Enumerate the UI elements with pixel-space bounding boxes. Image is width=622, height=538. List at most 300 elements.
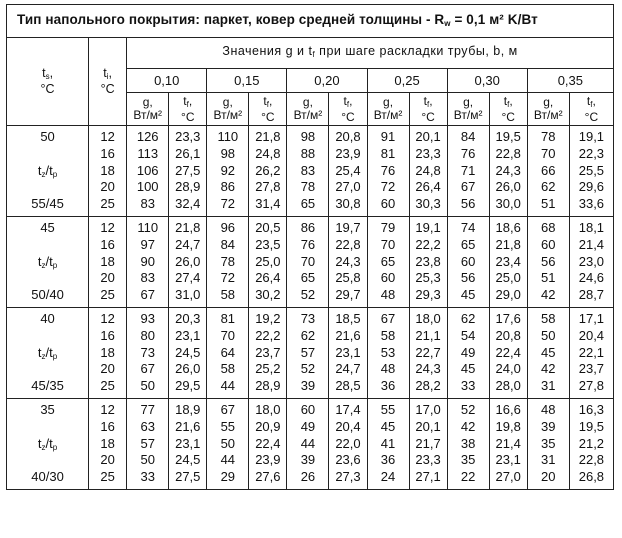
heat-flux-value: 56 (541, 253, 556, 269)
heat-flux-value: 20 (541, 469, 556, 485)
floor-temp-value: 28,5 (335, 378, 361, 394)
ratio-b: t (49, 344, 53, 360)
floor-temp-value: 21,6 (335, 327, 361, 343)
heat-flux-value: 62 (541, 179, 556, 195)
room-temp-cell (89, 126, 127, 217)
heat-flux-value: 64 (220, 344, 236, 360)
pipe-spacing-header: 0,30 (447, 69, 527, 93)
floor-temp-unit-header (169, 93, 207, 126)
room-temp-value: 18 (100, 253, 115, 269)
floor-temp-value: 28,0 (495, 378, 521, 394)
ratio-label (7, 345, 88, 362)
ratio-a: t (37, 344, 42, 360)
heat-flux-value: 22 (460, 469, 476, 485)
floor-temp-unit-header (409, 93, 447, 126)
floor-temp-value: 24,3 (335, 253, 361, 269)
heat-flux-value: 97 (140, 236, 155, 252)
ratio-b: t (49, 253, 53, 269)
g-unit: Вт/м² (213, 108, 243, 122)
floor-temp-value: 21,8 (495, 236, 521, 252)
spacer (7, 270, 88, 287)
heat-flux-unit-header (447, 93, 489, 126)
supply-temp-cell (7, 398, 89, 489)
heat-flux-value: 65 (300, 196, 316, 212)
floor-temp-value: 32,4 (175, 196, 201, 212)
heat-flux-value: 33 (140, 469, 155, 485)
heat-flux-value: 78 (300, 179, 316, 195)
temp-pair-value: 45/35 (31, 378, 64, 394)
heat-flux-value: 31 (541, 378, 556, 394)
floor-temp-value: 25,8 (335, 270, 361, 286)
heat-flux-cell (367, 398, 409, 489)
pipe-spacing-header: 0,15 (207, 69, 287, 93)
floor-temp-value: 27,1 (415, 469, 441, 485)
floor-temp-value: 17,0 (415, 401, 441, 417)
floor-temp-value: 23,1 (175, 435, 201, 451)
room-temp-cell (89, 216, 127, 307)
heat-flux-value: 50 (140, 452, 155, 468)
floor-temp-value: 23,9 (255, 452, 281, 468)
ratio-slash: / (45, 162, 50, 178)
heat-flux-value: 36 (380, 452, 396, 468)
floor-temp-value: 26,8 (578, 469, 605, 485)
floor-temp-value: 22,0 (335, 435, 361, 451)
g-unit: Вт/м² (293, 108, 323, 122)
floor-temp-value: 18,9 (175, 401, 201, 417)
floor-temp-cell (409, 398, 447, 489)
heat-flux-value: 76 (380, 162, 396, 178)
floor-temp-value: 23,3 (175, 129, 201, 144)
floor-temp-value: 24,7 (175, 236, 201, 252)
floor-temp-cell (169, 126, 207, 217)
floor-temp-cell (249, 307, 287, 398)
room-temp-value: 12 (100, 310, 115, 326)
floor-temp-value: 27,5 (175, 469, 201, 485)
heat-flux-value: 84 (220, 236, 236, 252)
tf-unit: °C (501, 109, 515, 124)
heat-flux-cell (447, 307, 489, 398)
floor-temp-value: 29,6 (578, 179, 605, 195)
heat-flux-value: 42 (460, 418, 476, 434)
heat-flux-cell (127, 126, 169, 217)
heat-flux-value: 62 (460, 310, 476, 326)
heat-flux-value: 76 (300, 236, 316, 252)
floor-temp-value: 28,7 (578, 287, 605, 303)
floor-temp-value: 16,6 (495, 401, 521, 417)
floor-temp-value: 27,8 (255, 179, 281, 195)
heat-flux-cell (127, 398, 169, 489)
floor-temp-value: 28,9 (255, 378, 281, 394)
floor-temp-cell (489, 307, 527, 398)
tf-label: t (423, 93, 427, 108)
heat-flux-cell (367, 126, 409, 217)
ratio-label (7, 254, 88, 271)
floor-temp-unit-header (329, 93, 367, 126)
heat-flux-value: 52 (300, 361, 316, 377)
heat-flux-value: 60 (460, 253, 476, 269)
heat-flux-value: 90 (140, 253, 155, 269)
heat-flux-value: 83 (140, 196, 155, 212)
heat-flux-value: 57 (140, 435, 155, 451)
heat-flux-cell (527, 307, 569, 398)
pipe-spacing-header: 0,35 (527, 69, 613, 93)
spacer (7, 328, 88, 345)
heat-flux-value: 60 (380, 196, 396, 212)
heat-flux-value: 110 (137, 219, 159, 235)
heat-flux-cell (207, 126, 249, 217)
tf-label: t (263, 93, 267, 108)
ratio-label (7, 163, 88, 180)
heat-flux-cell (367, 216, 409, 307)
floor-temp-cell (329, 216, 367, 307)
room-temp-value: 25 (100, 469, 115, 485)
heat-flux-value: 60 (300, 401, 316, 417)
floor-temp-value: 20,4 (335, 418, 361, 434)
g-label: g, (222, 95, 233, 109)
heat-flux-value: 60 (380, 270, 396, 286)
heat-flux-value: 76 (460, 145, 476, 161)
tf-label: t (586, 93, 591, 108)
floor-temp-value: 26,0 (495, 179, 521, 195)
floor-temp-cell (489, 398, 527, 489)
floor-temp-value: 22,3 (578, 145, 605, 161)
heat-flux-value: 67 (220, 401, 236, 417)
supply-temp-cell (7, 216, 89, 307)
floor-temp-value: 23,8 (415, 253, 441, 269)
heat-flux-value: 35 (460, 452, 476, 468)
floor-temp-value: 19,1 (578, 129, 605, 144)
heat-flux-value: 48 (541, 401, 556, 417)
floor-temp-cell (249, 398, 287, 489)
heat-flux-value: 41 (380, 435, 396, 451)
floor-temp-value: 23,7 (255, 344, 281, 360)
floor-temp-cell (249, 126, 287, 217)
heat-flux-value: 71 (460, 162, 476, 178)
floor-temp-value: 22,8 (578, 452, 605, 468)
floor-temp-value: 27,8 (578, 378, 605, 394)
heat-flux-value: 45 (541, 344, 556, 360)
tf-unit: °C (341, 109, 355, 124)
ratio-b-sub: p (52, 260, 58, 270)
floor-temp-value: 20,8 (335, 129, 361, 144)
tf-comma: , (268, 93, 273, 108)
floor-temp-value: 26,4 (255, 270, 281, 286)
floor-temp-value: 29,7 (335, 287, 361, 303)
ratio-a: t (37, 253, 42, 269)
floor-temp-cell (409, 126, 447, 217)
floor-temp-cell (409, 216, 447, 307)
spacer (7, 452, 88, 469)
tf-sub: f (346, 99, 350, 109)
floor-temp-value: 21,8 (255, 129, 281, 144)
floor-temp-cell (169, 307, 207, 398)
heat-flux-value: 93 (140, 310, 155, 326)
floor-temp-value: 17,6 (495, 310, 521, 326)
ratio-b: t (49, 435, 53, 451)
temperature-group-row (7, 307, 614, 398)
floor-temp-value: 24,8 (415, 162, 441, 178)
ratio-a: t (37, 435, 42, 451)
room-temp-value: 12 (100, 129, 115, 144)
tf-comma: , (509, 93, 513, 108)
tf-sub: f (186, 99, 189, 109)
floor-temp-value: 24,5 (175, 452, 201, 468)
floor-temp-value: 23,1 (335, 344, 361, 360)
tf-unit: °C (584, 109, 599, 124)
heat-flux-value: 58 (220, 361, 236, 377)
floor-temp-value: 25,2 (255, 361, 281, 377)
heat-flux-value: 96 (220, 219, 236, 235)
floor-temp-value: 23,0 (578, 253, 605, 269)
heat-flux-unit-header (527, 93, 569, 126)
heat-flux-value: 58 (380, 327, 396, 343)
tf-comma: , (188, 93, 193, 108)
floor-temp-unit-header (569, 93, 613, 126)
floor-temp-value: 23,9 (335, 145, 361, 161)
supply-temp-value: 35 (40, 401, 55, 417)
heat-flux-cell (287, 398, 329, 489)
room-temp-value: 20 (100, 179, 115, 195)
heat-flux-cell (287, 307, 329, 398)
g-label: g, (463, 95, 474, 109)
tf-sub: f (266, 99, 269, 109)
floor-temp-cell (169, 216, 207, 307)
floor-temp-value: 21,4 (495, 435, 521, 451)
heat-flux-value: 44 (300, 435, 316, 451)
floor-temp-value: 24,3 (415, 361, 441, 377)
room-temp-value: 20 (100, 270, 115, 286)
room-temp-cell (89, 307, 127, 398)
floor-temp-value: 25,0 (495, 270, 521, 286)
spacer (7, 419, 88, 436)
tf-comma: , (592, 93, 596, 108)
floor-temp-value: 28,2 (415, 378, 441, 394)
floor-temp-value: 27,5 (175, 162, 201, 178)
floor-temp-value: 31,4 (255, 196, 281, 212)
heat-flux-value: 50 (541, 327, 556, 343)
floor-temp-value: 19,5 (495, 129, 521, 144)
floor-temp-value: 22,8 (495, 145, 521, 161)
floor-temp-value: 27,4 (175, 270, 201, 286)
room-temp-value: 16 (100, 236, 115, 252)
temp-pair-value: 50/40 (31, 287, 64, 303)
tf-comma: , (429, 93, 433, 108)
floor-temp-value: 19,1 (415, 219, 441, 235)
heat-flux-value: 78 (541, 129, 556, 144)
heat-flux-value: 66 (541, 162, 556, 178)
floor-temp-value: 25,4 (335, 162, 361, 178)
heat-flux-value: 72 (220, 270, 236, 286)
room-temp-value: 25 (100, 287, 115, 303)
heat-flux-value: 51 (541, 196, 556, 212)
heat-flux-value: 24 (380, 469, 396, 485)
heat-flux-value: 67 (380, 310, 396, 326)
floor-temp-cell (569, 307, 613, 398)
heat-flux-value: 62 (300, 327, 316, 343)
floor-temp-cell (169, 398, 207, 489)
supply-temp-cell (7, 126, 89, 217)
floor-temp-value: 31,0 (175, 287, 201, 303)
heat-flux-value: 44 (220, 452, 236, 468)
room-temp-value: 18 (100, 435, 115, 451)
floor-temp-value: 25,3 (415, 270, 441, 286)
g-unit: Вт/м² (133, 108, 163, 122)
tf-unit: °C (421, 109, 435, 124)
tf-comma: , (349, 93, 353, 108)
floor-temp-value: 19,2 (255, 310, 281, 326)
temp-pair-value: 55/45 (31, 196, 64, 212)
floor-temp-value: 19,7 (335, 219, 361, 235)
heat-flux-value: 55 (220, 418, 236, 434)
heat-flux-value: 73 (140, 344, 155, 360)
heat-flux-value: 48 (380, 287, 396, 303)
floor-temp-value: 18,5 (335, 310, 361, 326)
floor-temp-value: 27,3 (335, 469, 361, 485)
heat-flux-value: 50 (140, 378, 155, 394)
floor-temp-value: 28,9 (175, 179, 201, 195)
heat-flux-cell (527, 398, 569, 489)
heat-flux-value: 72 (220, 196, 236, 212)
heat-flux-value: 52 (300, 287, 316, 303)
heat-flux-cell (127, 216, 169, 307)
floor-temp-value: 21,1 (415, 327, 441, 343)
heat-flux-value: 83 (300, 162, 316, 178)
floor-temp-value: 24,6 (578, 270, 605, 286)
heat-flux-value: 65 (300, 270, 316, 286)
heat-flux-value: 49 (460, 344, 476, 360)
heat-flux-value: 35 (541, 435, 556, 451)
floor-temp-unit-header (489, 93, 527, 126)
floor-temp-value: 21,7 (415, 435, 441, 451)
ratio-slash: / (45, 435, 50, 451)
floor-temp-value: 22,2 (415, 236, 441, 252)
tf-unit: °C (181, 109, 195, 124)
floor-temp-cell (409, 307, 447, 398)
heat-flux-value: 26 (300, 469, 316, 485)
heat-flux-cell (287, 126, 329, 217)
heat-flux-value: 86 (300, 219, 316, 235)
floor-temp-value: 20,9 (255, 418, 281, 434)
floor-temp-value: 19,5 (578, 418, 605, 434)
ratio-a-sub: z (41, 169, 46, 179)
g-unit: Вт/м² (533, 108, 563, 122)
heat-flux-value: 98 (220, 145, 236, 161)
spacer (7, 146, 88, 163)
heat-output-table (6, 4, 614, 490)
floor-temp-value: 21,4 (578, 236, 605, 252)
heat-flux-value: 77 (140, 401, 155, 417)
spacer (7, 237, 88, 254)
heat-flux-value: 45 (380, 418, 396, 434)
heat-flux-value: 81 (380, 145, 396, 161)
heat-flux-cell (447, 126, 489, 217)
heat-flux-value: 70 (541, 145, 556, 161)
heat-flux-value: 60 (541, 236, 556, 252)
heat-flux-value: 126 (136, 129, 159, 144)
floor-temp-value: 30,0 (495, 196, 521, 212)
ratio-a-sub: z (41, 260, 46, 270)
floor-temp-cell (329, 398, 367, 489)
room-temp-value: 18 (100, 162, 115, 178)
floor-temp-value: 25,5 (578, 162, 605, 178)
values-caption: Значения g и $t_f$ при шаге раскладки трубы, b, м (127, 38, 614, 69)
heat-flux-value: 70 (300, 253, 316, 269)
heat-flux-value: 86 (220, 179, 236, 195)
floor-temp-value: 23,4 (495, 253, 521, 269)
heat-flux-value: 110 (217, 129, 239, 144)
tf-label: t (183, 93, 187, 108)
floor-temp-unit-header (249, 93, 287, 126)
floor-temp-value: 18,0 (415, 310, 441, 326)
heat-flux-cell (447, 398, 489, 489)
heat-flux-value: 38 (460, 435, 476, 451)
heat-flux-value: 84 (460, 129, 476, 144)
room-temp-value: 16 (100, 327, 115, 343)
heat-flux-value: 100 (136, 179, 159, 195)
supply-temp-header: $t_s$, °C (7, 38, 89, 126)
floor-temp-cell (329, 307, 367, 398)
heat-flux-unit-header (127, 93, 169, 126)
floor-temp-value: 23,5 (255, 236, 281, 252)
heat-flux-value: 39 (300, 452, 316, 468)
heat-flux-cell (447, 216, 489, 307)
heat-flux-value: 45 (460, 287, 476, 303)
heat-flux-value: 44 (220, 378, 236, 394)
floor-temp-value: 22,4 (495, 344, 521, 360)
heat-flux-cell (367, 307, 409, 398)
heat-flux-value: 67 (460, 179, 476, 195)
floor-temp-value: 20,4 (578, 327, 605, 343)
floor-temp-value: 24,8 (255, 145, 281, 161)
heat-flux-value: 67 (140, 361, 155, 377)
pipe-spacing-header: 0,20 (287, 69, 367, 93)
g-label: g, (142, 95, 153, 109)
floor-temp-value: 22,4 (255, 435, 281, 451)
heat-flux-cell (207, 216, 249, 307)
heat-flux-value: 81 (220, 310, 236, 326)
heat-flux-cell (527, 216, 569, 307)
floor-temp-value: 22,2 (255, 327, 281, 343)
heat-flux-unit-header (207, 93, 249, 126)
room-temp-value: 25 (100, 378, 115, 394)
floor-temp-value: 24,0 (495, 361, 521, 377)
heat-flux-value: 91 (380, 129, 396, 144)
supply-temp-value: 50 (40, 129, 55, 144)
floor-temp-value: 17,4 (335, 401, 361, 417)
heat-flux-value: 58 (541, 310, 556, 326)
room-temp-value: 12 (100, 219, 115, 235)
floor-temp-value: 26,0 (175, 253, 201, 269)
ratio-b-sub: p (52, 351, 58, 361)
heat-flux-value: 72 (380, 179, 396, 195)
tf-sub: f (590, 99, 593, 109)
floor-temp-value: 30,2 (255, 287, 281, 303)
floor-temp-value: 25,0 (255, 253, 281, 269)
heat-flux-value: 68 (541, 219, 556, 235)
floor-temp-value: 24,5 (175, 344, 201, 360)
floor-temp-value: 20,5 (255, 219, 281, 235)
floor-temp-cell (249, 216, 287, 307)
g-unit: Вт/м² (373, 108, 403, 122)
floor-temp-value: 27,0 (495, 469, 521, 485)
floor-temp-value: 24,3 (495, 162, 521, 178)
tf-sub: f (507, 99, 510, 109)
heat-flux-value: 51 (541, 270, 556, 286)
heat-flux-value: 36 (380, 378, 396, 394)
room-temp-value: 16 (100, 418, 115, 434)
floor-temp-value: 29,5 (175, 378, 201, 394)
floor-temp-value: 18,6 (495, 219, 521, 235)
